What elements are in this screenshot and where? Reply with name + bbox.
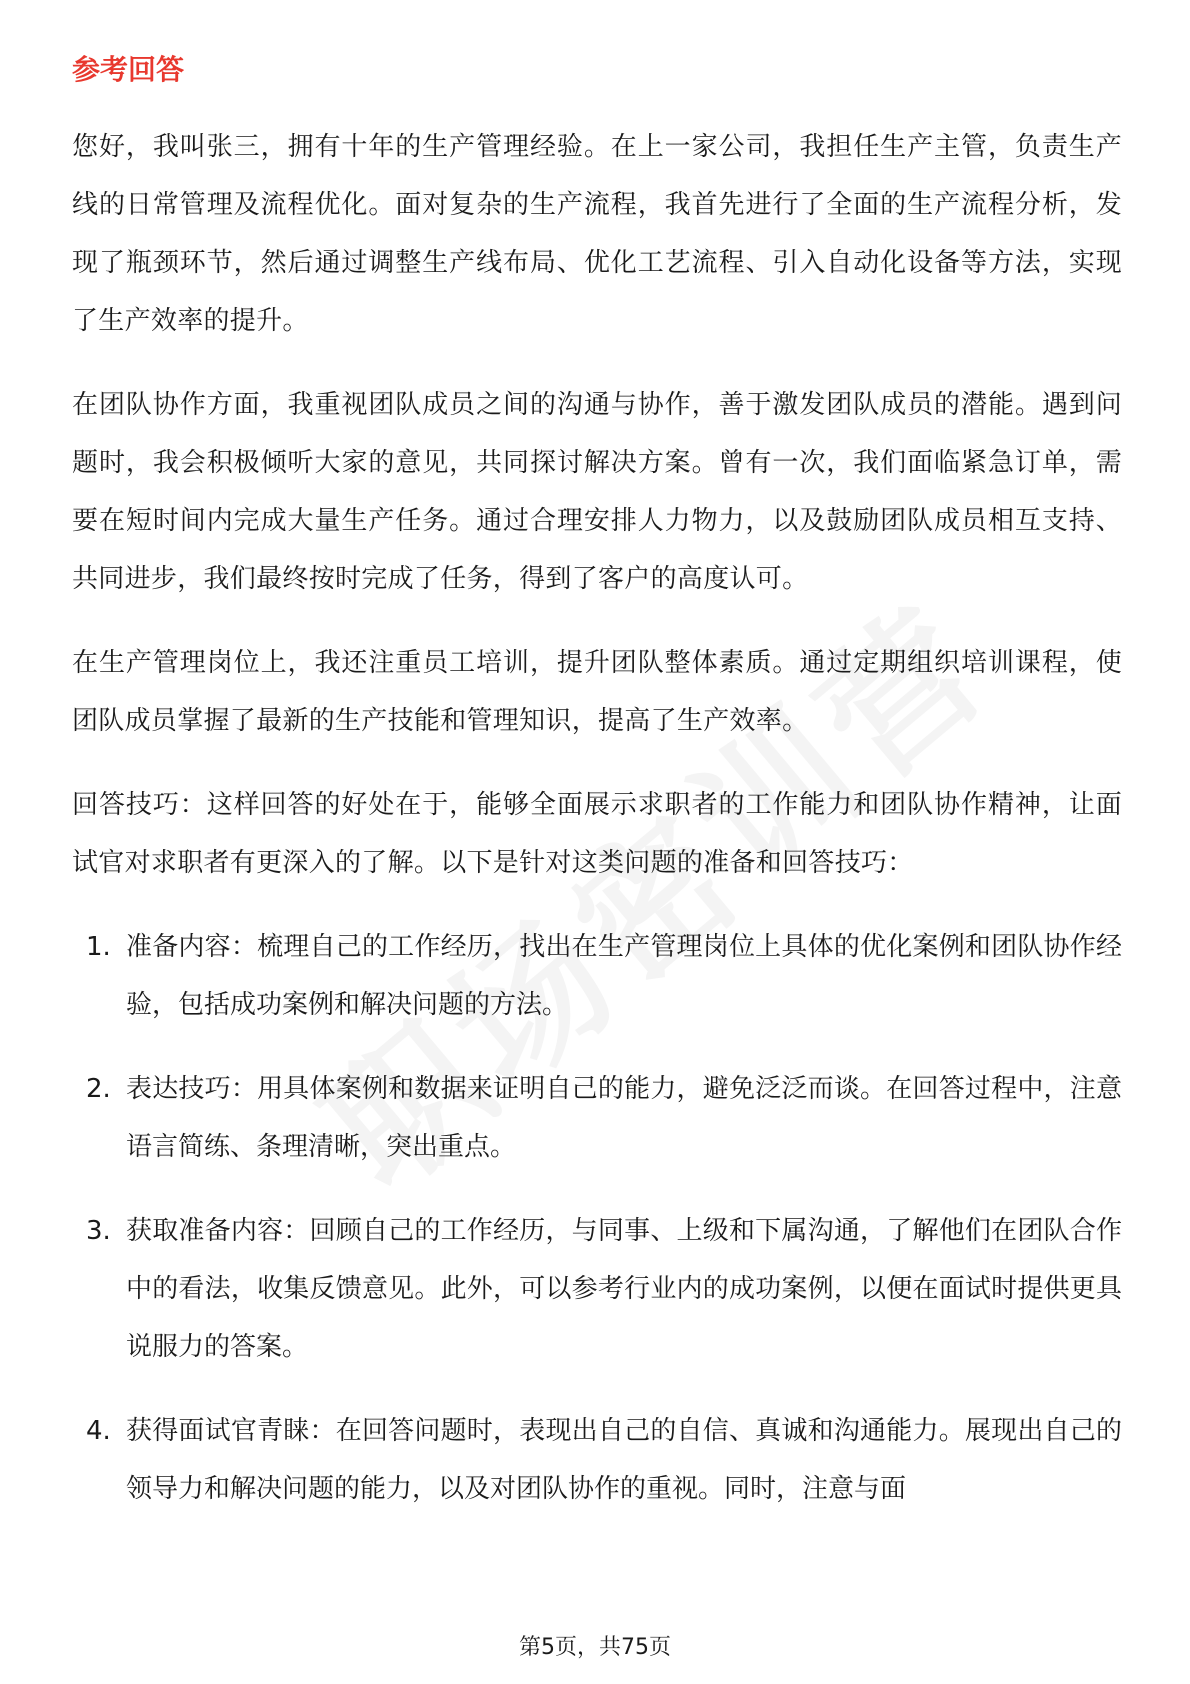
- list-number: 4.: [86, 1416, 111, 1446]
- list-text: 准备内容：梳理自己的工作经历，找出在生产管理岗位上具体的优化案例和团队协作经验，包括成功案例和解决问题的方法。: [126, 932, 1122, 1020]
- list-item: [72, 1060, 1122, 1176]
- list-text: 获得面试官青睐：在回答问题时，表现出自己的自信、真诚和沟通能力。展现出自己的领导力和解决问题的能力，以及对团队协作的重视。同时，注意与面: [126, 1416, 1122, 1504]
- section-heading: 参考回答: [72, 53, 185, 86]
- list-text: 表达技巧：用具体案例和数据来证明自己的能力，避免泛泛而谈。在回答过程中，注意语言简练、条理清晰，突出重点。: [126, 1074, 1122, 1162]
- list-number: 1.: [86, 932, 111, 962]
- page-number: 第5页，共75页: [519, 1635, 671, 1660]
- list-item: [72, 1402, 1122, 1518]
- list-number: 2.: [86, 1074, 111, 1104]
- list-number: 3.: [86, 1216, 111, 1246]
- paragraph: 在生产管理岗位上，我还注重员工培训，提升团队整体素质。通过定期组织培训课程，使团队成员掌握了最新的生产技能和管理知识，提高了生产效率。: [72, 648, 1122, 736]
- paragraph: 回答技巧：这样回答的好处在于，能够全面展示求职者的工作能力和团队协作精神，让面试官对求职者有更深入的了解。以下是针对这类问题的准备和回答技巧：: [72, 790, 1122, 878]
- list-item: [72, 1202, 1122, 1376]
- paragraph: 您好，我叫张三，拥有十年的生产管理经验。在上一家公司，我担任生产主管，负责生产线的日常管理及流程优化。面对复杂的生产流程，我首先进行了全面的生产流程分析，发现了瓶颈环节，然后通过调整生产线布局、优化工艺流程、引入自动化设备等方法，实现了生产效率的提升。: [72, 132, 1122, 336]
- paragraph: 在团队协作方面，我重视团队成员之间的沟通与协作，善于激发团队成员的潜能。遇到问题时，我会积极倾听大家的意见，共同探讨解决方案。曾有一次，我们面临紧急订单，需要在短时间内完成大量生产任务。通过合理安排人力物力，以及鼓励团队成员相互支持、共同进步，我们最终按时完成了任务，得到了客户的高度认可。: [72, 390, 1122, 594]
- tips-list: [72, 918, 1122, 1518]
- list-item: [72, 918, 1122, 1034]
- content-body: [72, 118, 1122, 1544]
- list-text: 获取准备内容：回顾自己的工作经历，与同事、上级和下属沟通，了解他们在团队合作中的看法，收集反馈意见。此外，可以参考行业内的成功案例，以便在面试时提供更具说服力的答案。: [126, 1216, 1122, 1362]
